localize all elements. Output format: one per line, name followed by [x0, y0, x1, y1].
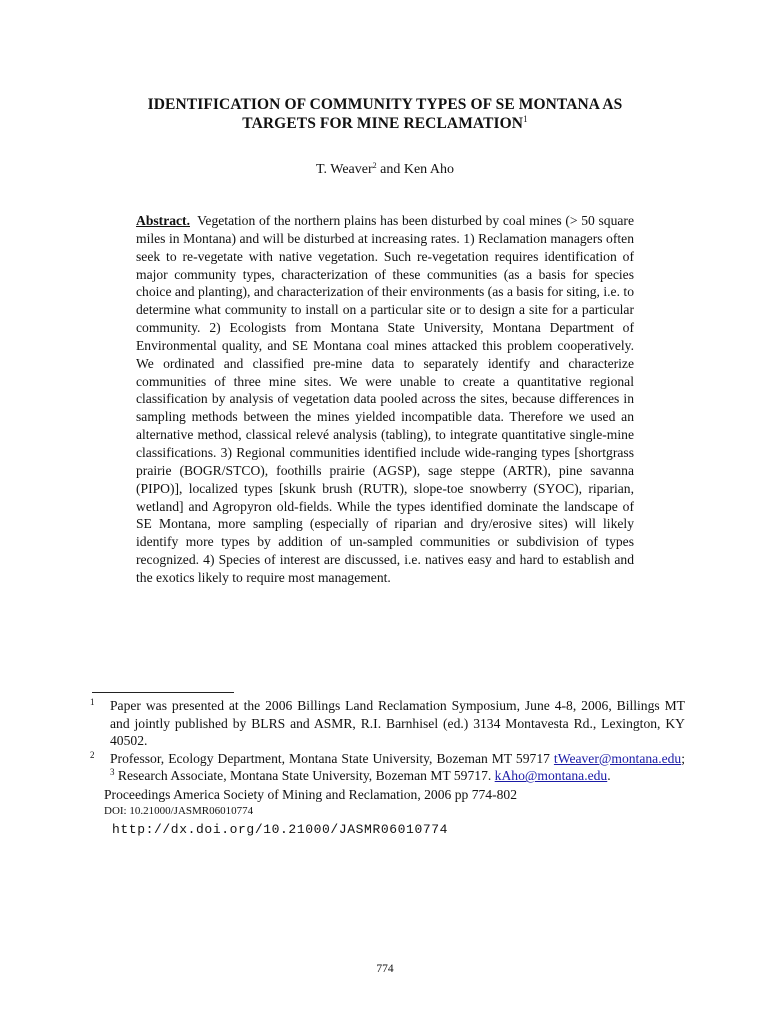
footnote-1-mark: 1: [90, 697, 95, 707]
footnote-2-mark: 2: [90, 749, 95, 760]
footnote-2-end: .: [607, 768, 611, 784]
author-rest: and Ken Aho: [376, 162, 455, 177]
footnote-2-text: Professor, Ecology Department, Montana State University, Bozeman MT 59717: [110, 750, 554, 766]
abstract-text: Vegetation of the northern plains has been disturbed by coal mines (> 50 square miles in Montana) and will be disturbed at increasing rates. 1) Reclamation managers often seek to re-vegetate with native vegetation. Such re-vegetation requires identification of major community types, characterization of these communities (as a basis for species choice and planting), and characterization of their environments (as a basis for siting, i.e. to determine what community to install on a particular site or to design a site for a particular community. 2) Ecologists from Montana State University, Montana Department of Environmental quality, and SE Montana coal mines attacked this problem cooperatively. We ordinated and classified pre-mine data to separately identify and characterize communities of three mine sites. We were unable to create a quantitative regional classification by analysis of vegetation data pooled across the sites, because differences in sampling methods between the mines yielded incompatible data. Therefore we used an alternative method, classical relevé analysis (tabling), to integrate quantitative single-mine classifications. 3) Regional communities identified include wide-ranging types [shortgrass prairie (BOGR/STCO), foothills prairie (AGSP), sage steppe (ARTR), pine savanna (PIPO)], localized types [skunk brush (RUTR), slope-toe snowberry (SYOC), riparian, wetland] and Agropyron old-fields. While the types identified dominate the landscape of SE Montana, more sampling (especially of riparian and dry/erosive sites) will likely identify more types by addition of un-sampled communities or subdivision of types recognized. 4) Species of interest are discussed, i.e. natives easy and hard to establish and the exotics likely to require most management.: [136, 213, 634, 585]
author-footnote-mark: 2: [372, 161, 377, 170]
abstract-label: Abstract.: [136, 213, 190, 228]
email-link-weaver[interactable]: tWeaver@montana.edu: [553, 750, 682, 766]
title-footnote-mark: 1: [523, 114, 528, 124]
abstract: [136, 212, 634, 587]
footnote-2: [90, 750, 685, 785]
page-number: 774: [376, 963, 394, 975]
footnote-1: [90, 697, 685, 750]
proceedings-citation: Proceedings America Society of Mining and Reclamation, 2006 pp 774-802: [104, 786, 518, 802]
title-line-1: IDENTIFICATION OF COMMUNITY TYPES OF SE MONTANA AS: [147, 96, 623, 113]
footnote-3-text: Research Associate, Montana State University, Bozeman MT 59717.: [114, 768, 495, 784]
footnote-divider: [92, 692, 234, 693]
footnote-3-mark: 3: [110, 767, 115, 778]
footnote-2-separator: ;: [681, 750, 685, 766]
footnotes: [90, 697, 685, 838]
paper-title: [60, 95, 710, 133]
title-line-2: [60, 114, 710, 133]
doi-url-link[interactable]: http://dx.doi.org/10.21000/JASMR06010774: [112, 821, 449, 837]
author-first: T. Weaver: [315, 162, 373, 177]
email-link-aho[interactable]: kAho@montana.edu: [494, 768, 608, 784]
author-line: [60, 162, 710, 178]
title-line-2-text: TARGETS FOR MINE RECLAMATION: [242, 115, 524, 132]
footnote-1-text: Paper was presented at the 2006 Billings Land Reclamation Symposium, June 4-8, 2006, Billings MT and jointly published by BLRS and ASMR, R.I. Barnhisel (ed.) 3134 Montavesta Rd., Lexington, KY 40502.: [110, 698, 685, 749]
doi-label: DOI: 10.21000/JASMR06010774: [104, 804, 254, 817]
